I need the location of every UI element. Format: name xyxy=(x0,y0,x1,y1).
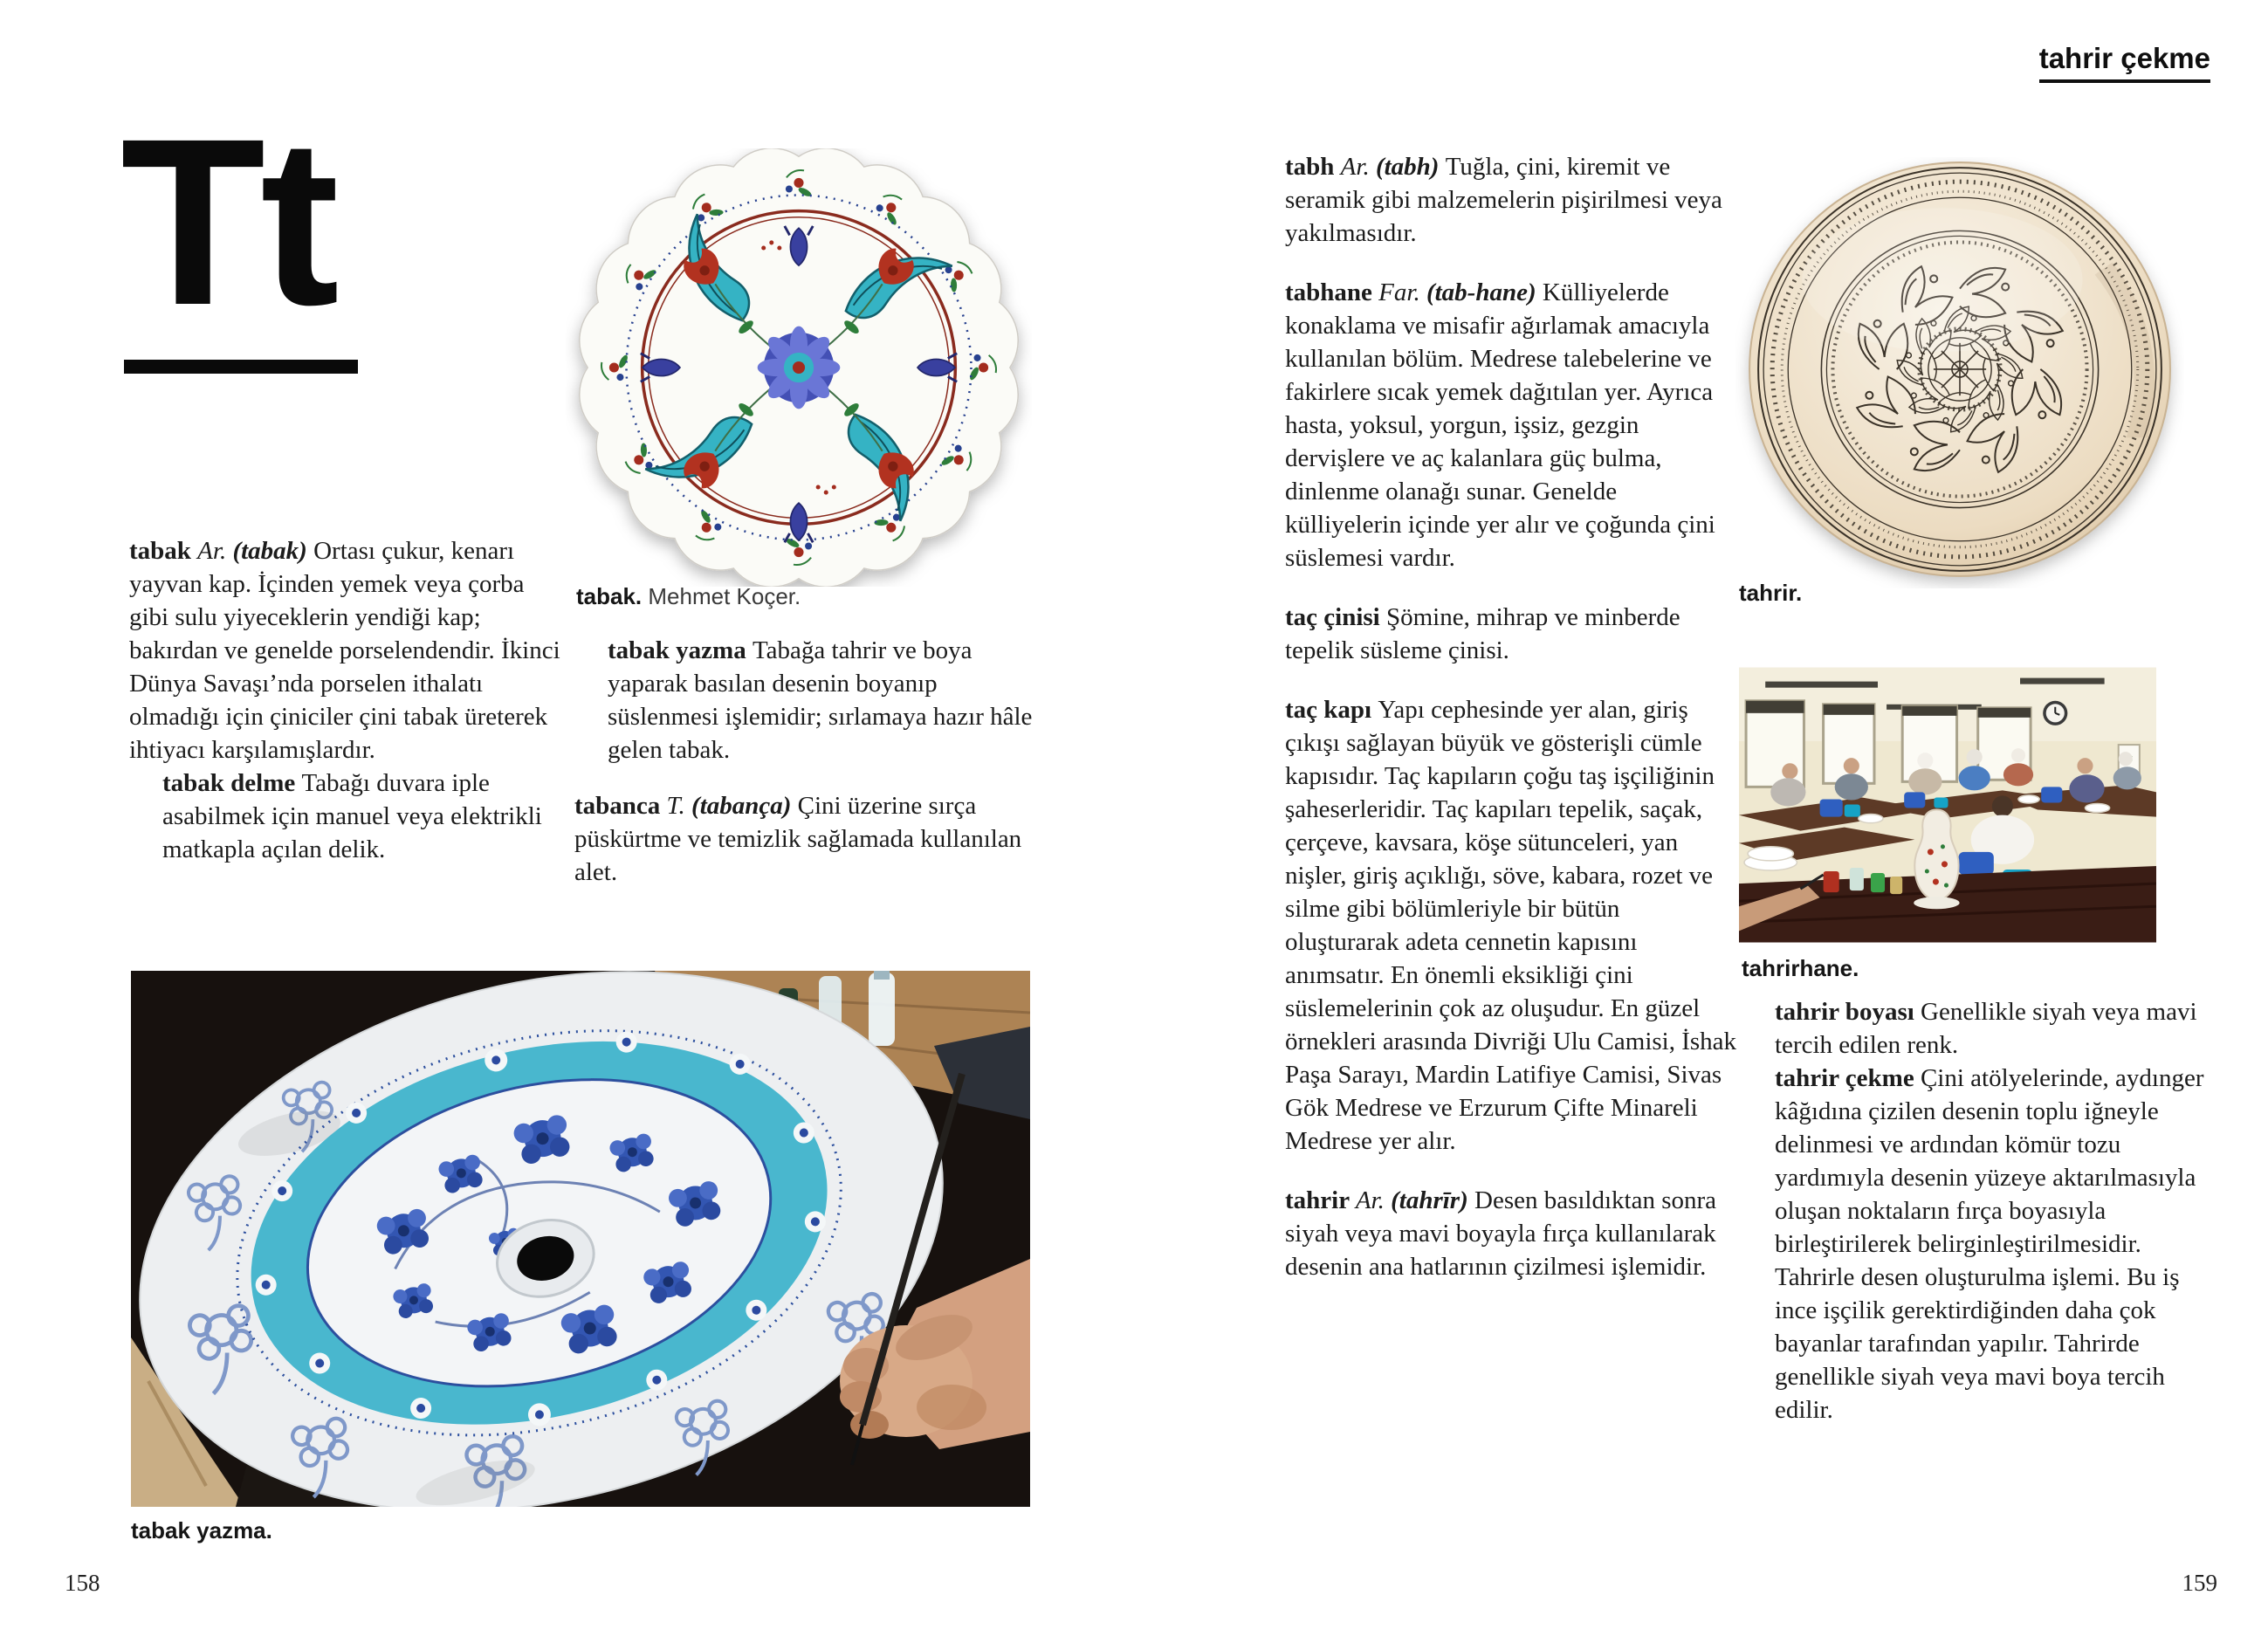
entry-tabh xyxy=(1285,150,1737,250)
entry-pron: (tabh) xyxy=(1375,153,1446,181)
entry-etym: Ar. xyxy=(1340,153,1376,181)
entry-term: tabak delme xyxy=(162,769,302,797)
entry-tabanca xyxy=(574,789,1035,889)
entry-definition: Çini üzerine sırça püskürtme ve temizlik sağlamada kullanılan alet. xyxy=(574,792,1022,886)
entry-pron: (tabança) xyxy=(691,792,798,820)
entry-term: tabak yazma xyxy=(608,636,753,664)
entry-tabak-yazma xyxy=(574,634,1035,767)
caption-iznik-plate xyxy=(576,583,801,609)
caption-term: tabak. xyxy=(576,583,643,609)
entry-definition: Ortası çukur, kenarı yayvan kap. İçinden yemek veya çorba gibi sulu yiyeceklerin yendiği kap; bakırdan ve genelde porselendendir. İkinci Dünya Savaşı’nda porselen ithalatı olmadığı için çiniciler çini tabak üreterek ihtiyacı karşılamışlardır. xyxy=(129,537,560,764)
right-page-column-2 xyxy=(1742,995,2213,1453)
entry-etym: Ar. xyxy=(197,537,233,565)
caption-term: tahrirhane. xyxy=(1742,955,1859,981)
entry-term: tabak xyxy=(129,537,198,565)
entry-etym: Ar. xyxy=(1355,1186,1392,1214)
caption-term: tahrir. xyxy=(1739,580,1803,606)
entry-tahrir-boyasi xyxy=(1742,995,2213,1062)
caption-term: tabak yazma. xyxy=(131,1517,272,1543)
entry-definition: Şömine, mihrap ve minberde tepelik süsleme çinisi. xyxy=(1285,603,1680,664)
basin-painting-photo xyxy=(131,971,1030,1507)
entry-definition: Külliyelerde konaklama ve misafir ağırlamak amacıyla kullanılan bölüm. Medrese talebelerine ve fakirlere sıcak yemek dağıtılan yer. Ayrıca hasta, yoksul, yorgun, işsiz, gezgin dervişlere ve aç kalanlara güç bulma, dinlenme olanağı sunar. Genelde külliyelerin içinde yer alır ve çoğunda çini süslemesi vardır. xyxy=(1285,278,1715,572)
entry-term: tahrir xyxy=(1285,1186,1356,1214)
entry-etym: T. xyxy=(666,792,692,820)
caption-tahrir-plate xyxy=(1739,580,1802,606)
iznik-plate-photo xyxy=(566,148,1032,587)
running-head: tahrir çekme xyxy=(2039,42,2210,83)
entry-term: taç kapı xyxy=(1285,696,1378,724)
entry-term: tahrir çekme xyxy=(1775,1064,1921,1092)
entry-term: tabh xyxy=(1285,153,1341,181)
entry-pron: (tabak) xyxy=(232,537,314,565)
left-page-column-2 xyxy=(574,634,1035,915)
caption-workshop xyxy=(1742,955,1859,981)
entry-definition: Desen basıldıktan sonra siyah veya mavi boyayla fırça kullanılarak desenin ana hatlarının çizilmesi işlemidir. xyxy=(1285,1186,1717,1281)
entry-definition: Yapı cephesinde yer alan, giriş çıkışı sağlayan büyük ve gösterişli cümle kapısıdır. Taç kapıların çoğu taş işçiliğinin şaheserleridir. Taç kapıları tepelik, saçak, çerçeve, kavsara, köşe sütunceleri, yan nişler, giriş açıklığı, söve, kabara, rozet ve silme gibi bölümleriyle bir bütün oluşturarak adeta cennetin kapısını anımsatır. En önemli eksikliği çini süslemelerinin çok az oluşudur. En güzel örnekleri arasında Divriği Ulu Camisi, İshak Paşa Sarayı, Mardin Latifiye Camisi, Sivas Gök Medrese ve Erzurum Çifte Minareli Medrese yer alır. xyxy=(1285,696,1737,1155)
caption-basin-photo xyxy=(131,1517,272,1543)
page-number-left: 158 xyxy=(65,1570,100,1596)
entry-definition: Tabağa tahrir ve boya yaparak basılan desenin boyanıp süslenmesi işlemidir; sırlamaya hazır hâle gelen tabak. xyxy=(608,636,1033,764)
entry-definition: Genellikle siyah veya mavi tercih edilen renk. xyxy=(1775,998,2197,1059)
entry-tabhane xyxy=(1285,276,1737,574)
entry-tahrir xyxy=(1285,1184,1737,1283)
page-number-right: 159 xyxy=(2182,1570,2217,1596)
entry-pron: (tahrīr) xyxy=(1391,1186,1474,1214)
entry-tac-cinisi xyxy=(1285,601,1737,667)
entry-pron: (tab-hane) xyxy=(1426,278,1543,306)
entry-term: taç çinisi xyxy=(1285,603,1386,631)
entry-tac-kapi xyxy=(1285,693,1737,1158)
entry-term: tahrir boyası xyxy=(1775,998,1921,1026)
entry-tabak-delme xyxy=(129,767,566,866)
section-letter: Tt xyxy=(120,89,334,354)
section-letter-underline xyxy=(124,360,358,374)
entry-etym: Far. xyxy=(1378,278,1426,306)
entry-definition: Çini atölyelerinde, aydınger kâğıdına çizilen desenin toplu iğneyle delinmesi ve ardından kömür tozu yardımıyla desenin yüzeye aktarılmasıyla oluşan noktaların fırça boyasıyla birleştirilerek belirginleştirilmesidir. Tahrirle desen oluşturulma işlemi. Bu iş ince işçilik gerektirdiğinden daha çok bayanlar tarafından yapılır. Tahrirde genellikle siyah veya mavi boya tercih edilir. xyxy=(1775,1064,2204,1424)
workshop-photo xyxy=(1739,667,2156,943)
left-page-column-1 xyxy=(129,534,566,892)
entry-definition: Tuğla, çini, kiremit ve seramik gibi malzemelerin pişirilmesi veya yakılmasıdır. xyxy=(1285,153,1722,247)
tahrir-plate-photo xyxy=(1735,157,2184,588)
entry-tabak xyxy=(129,534,566,767)
entry-term: tabanca xyxy=(574,792,667,820)
entry-term: tabhane xyxy=(1285,278,1379,306)
entry-tahrir-cekme xyxy=(1742,1062,2213,1427)
entry-definition: Tabağı duvara iple asabilmek için manuel veya elektrikli matkapla açılan delik. xyxy=(162,769,542,863)
caption-credit: Mehmet Koçer. xyxy=(642,583,801,609)
right-page-column-1 xyxy=(1285,150,1737,1310)
